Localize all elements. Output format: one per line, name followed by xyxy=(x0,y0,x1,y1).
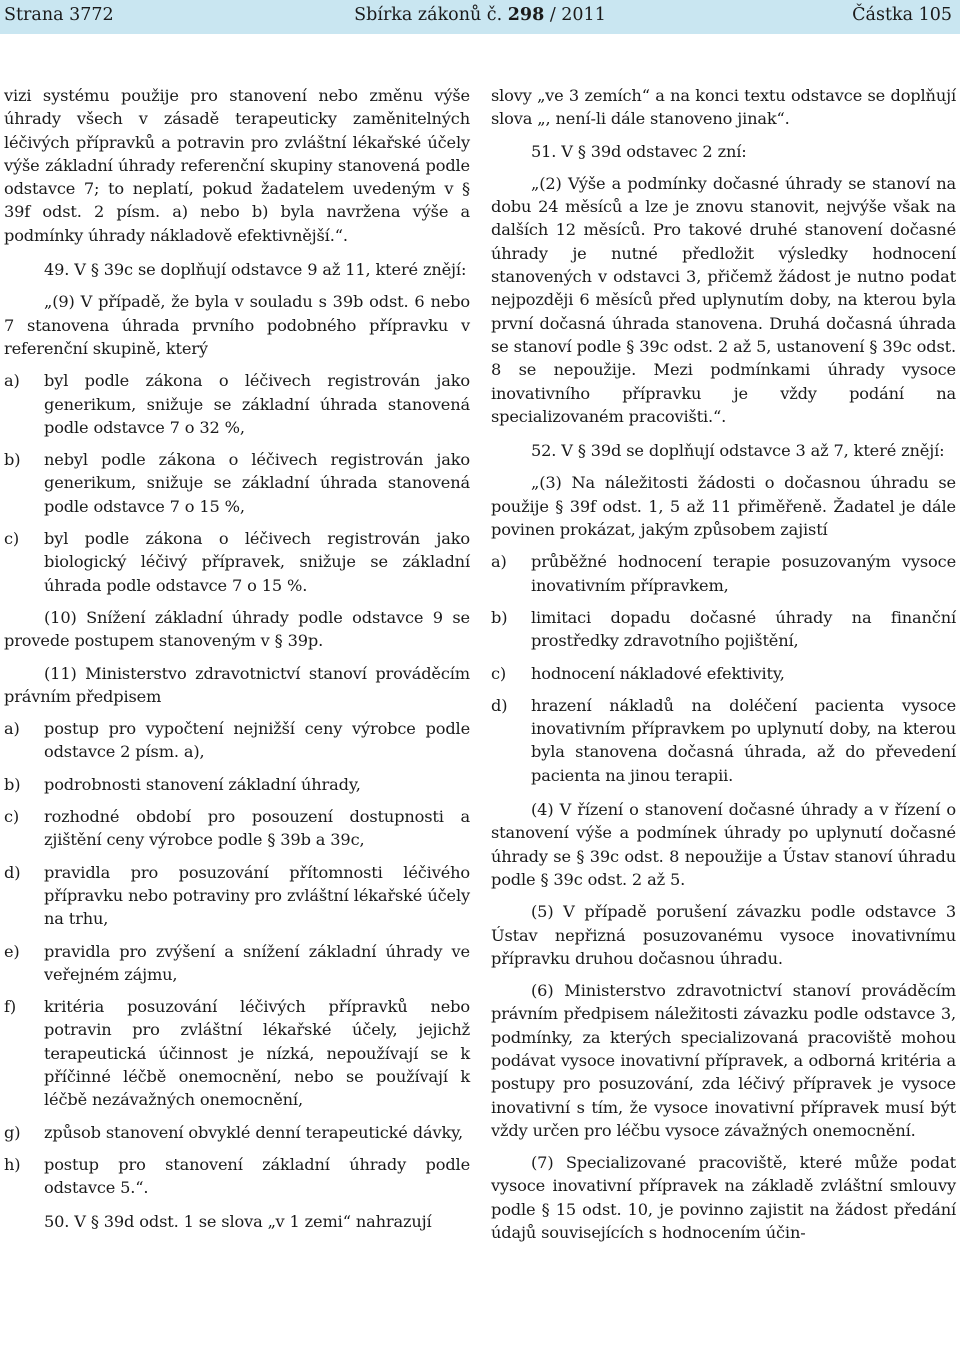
paragraph-9: „(9) V případě, že byla v souladu s 39b odst. 6 nebo 7 stanovena úhrada prvního podobného přípravku v referenční skupině, který xyxy=(4,292,470,358)
list-text: rozhodné období pro posouzení dostupnosti a zjištění ceny výrobce podle § 39b a 39c, xyxy=(44,807,470,850)
paragraph-10: (10) Snížení základní úhrady podle odstavce 9 se provede postupem stanoveným v § 39p. xyxy=(4,607,470,651)
collection-title xyxy=(0,5,960,25)
paragraph-4: (4) V řízení o stanovení dočasné úhrady a v řízení o stanovení výše a podmínek úhrady po uplynutí dočasné úhrady se § 39c odst. 8 nepoužije a Ústav stanoví úhradu podle § 39c odst. 2 až 5. xyxy=(491,800,956,889)
list-marker: d) xyxy=(491,695,508,715)
list-text: kritéria posuzování léčivých přípravků nebo potravin pro zvláštní lékařské účely, jejichž terapeutická účinnost je nízká, nepoužívají se k příčinné léčbě onemocnění, nebo se používají k léčbě nezávažných onemocnění, xyxy=(44,997,470,1110)
list-marker: a) xyxy=(4,371,20,391)
right-column xyxy=(491,84,956,1244)
list-paragraph-11 xyxy=(4,717,470,1199)
part-number: Částka 105 xyxy=(852,5,952,25)
paragraph-11: (11) Ministerstvo zdravotnictví stanoví prováděcím právním předpisem xyxy=(4,663,470,706)
list-text: pravidla pro zvýšení a snížení základní úhrady ve veřejném zájmu, xyxy=(44,941,470,984)
amendment-point-51: 51. V § 39d odstavec 2 zní: xyxy=(531,141,747,161)
list-paragraph-3 xyxy=(491,550,956,787)
list-marker: b) xyxy=(491,607,508,627)
list-marker: c) xyxy=(4,807,20,827)
list-item xyxy=(4,527,470,597)
list-marker: e) xyxy=(4,941,20,961)
list-item xyxy=(4,861,470,931)
collection-prefix: Sbírka zákonů č. xyxy=(354,5,508,25)
paragraph: vizi systému použije pro stanovení nebo změnu výše úhrady všech v zásadě terapeuticky zaměnitelných léčivých přípravků a potravin pro zvláštní lékařské účely výše základní úhrady referenční skupiny stanovená podle odstavce 7; to neplatí, pokud žadatelem uvedeným v § 39f odst. 2 písm. a) nebo b) byla navržena výše a podmínky úhrady nákladově efektivnější.“. xyxy=(4,86,470,245)
list-marker: c) xyxy=(4,529,20,549)
list-text: hrazení nákladů na doléčení pacienta vysoce inovativním přípravkem po uplynutí doby, na kterou byla stanovena dočasná úhrada, až do převedení pacienta na jinou terapii. xyxy=(531,695,956,785)
list-marker: d) xyxy=(4,862,21,882)
paragraph-7: (7) Specializované pracoviště, které může podat vysoce inovativní přípravek na základě zvláštní smlouvy podle § 15 odst. 10, je povinno zajistit na žádost předání údajů souvisejících s hodnocením účin- xyxy=(491,1153,956,1243)
list-item xyxy=(4,1153,470,1200)
list-text: limitaci dopadu dočasné úhrady na finanční prostředky zdravotního pojištění, xyxy=(531,607,956,651)
page-number: Strana 3772 xyxy=(4,5,114,25)
list-marker: g) xyxy=(4,1122,21,1142)
amendment-point-50: 50. V § 39d odst. 1 se slova „v 1 zemi“ nahrazují xyxy=(44,1212,432,1232)
paragraph-3: „(3) Na náležitosti žádosti o dočasnou úhradu se použije § 39f odst. 1, 5 až 11 přiměřeně. Žadatel je dále povinen prokázat, jakým způsobem zajistí xyxy=(491,473,956,540)
list-item xyxy=(4,995,470,1111)
list-paragraph-9 xyxy=(4,369,470,597)
list-text: postup pro stanovení základní úhrady podle odstavce 5.“. xyxy=(44,1154,470,1198)
collection-suffix: / 2011 xyxy=(544,5,606,25)
list-text: postup pro vypočtení nejnižší ceny výrobce podle odstavce 2 písm. a), xyxy=(44,719,470,762)
list-text: pravidla pro posuzování přítomnosti léčivého přípravku nebo potraviny pro zvláštní lékařské účely na trhu, xyxy=(44,862,470,929)
list-item xyxy=(4,805,470,852)
list-item xyxy=(4,448,470,518)
list-text: byl podle zákona o léčivech registrován jako biologický léčivý přípravek, snižuje se základní úhrada podle odstavce 7 o 15 %. xyxy=(44,529,470,595)
paragraph-6: (6) Ministerstvo zdravotnictví stanoví prováděcím právním předpisem náležitosti závazku podle odstavce 3, podmínky, za kterých specializovaná pracoviště mohou podávat vysoce inovativní přípravek, a odborná kritéria a postupy pro posuzování, zda léčivý přípravek je vysoce inovativní s tím, že vysoce inovativní přípravek musí být vždy určen pro léčbu vysoce závažných onemocnění. xyxy=(491,981,956,1140)
list-marker: h) xyxy=(4,1154,21,1174)
paragraph-5: (5) V případě porušení závazku podle odstavce 3 Ústav nepřizná posuzovanému vysoce inovativnímu přípravku druhou dočasnou úhradu. xyxy=(491,902,956,968)
list-item xyxy=(491,550,956,597)
paragraph-2: „(2) Výše a podmínky dočasné úhrady se stanoví na dobu 24 měsíců a lze je znovu stanovit, nejvýše však na dalších 12 měsíců. Pro takové druhé stanovení dočasné úhrady je nutné předložit výsledky hodnocení stanovených v odstavci 3, přičemž žádost je nutno podat nejpozději 6 měsíců před uplynutím doby, na kterou byla první dočasná úhrada stanovena. Druhá dočasná úhrada se stanoví podle § 39c odst. 2 až 5, ustanovení § 39c odst. 8 se nepoužije. Mezi podmínkami úhrady vysoce inovativního přípravku je vždy podání na specializovaném pracovišti.“. xyxy=(491,173,956,426)
list-text: průběžné hodnocení terapie posuzovaným vysoce inovativním přípravkem, xyxy=(531,552,956,595)
paragraph: slovy „ve 3 zemích“ a na konci textu odstavce se doplňují slova „, není-li dále stanoveno jinak“. xyxy=(491,86,956,129)
list-item xyxy=(491,694,956,787)
list-item xyxy=(4,940,470,987)
amendment-point-52: 52. V § 39d se doplňují odstavce 3 až 7, které znějí: xyxy=(531,441,945,461)
page-header xyxy=(0,0,960,34)
list-item xyxy=(4,773,470,796)
list-marker: b) xyxy=(4,774,21,794)
law-number: 298 xyxy=(507,5,545,25)
list-marker: c) xyxy=(491,663,507,683)
left-column xyxy=(4,84,470,1234)
list-marker: a) xyxy=(491,552,507,572)
amendment-point-49: 49. V § 39c se doplňují odstavce 9 až 11, které znějí: xyxy=(44,260,467,280)
list-text: nebyl podle zákona o léčivech registrován jako generikum, snižuje se základní úhrada stanovená podle odstavce 7 o 15 %, xyxy=(44,450,470,516)
list-text: hodnocení nákladové efektivity, xyxy=(531,663,785,683)
list-item xyxy=(4,369,470,439)
list-text: podrobnosti stanovení základní úhrady, xyxy=(44,774,361,794)
list-item xyxy=(4,1121,470,1144)
list-marker: b) xyxy=(4,450,21,470)
list-text: byl podle zákona o léčivech registrován jako generikum, snižuje se základní úhrada stanovená podle odstavce 7 o 32 %, xyxy=(44,371,470,437)
list-item xyxy=(4,717,470,764)
list-item xyxy=(491,662,956,685)
list-item xyxy=(491,606,956,653)
list-marker: a) xyxy=(4,719,20,739)
list-text: způsob stanovení obvyklé denní terapeutické dávky, xyxy=(44,1122,463,1142)
list-marker: f) xyxy=(4,997,17,1017)
